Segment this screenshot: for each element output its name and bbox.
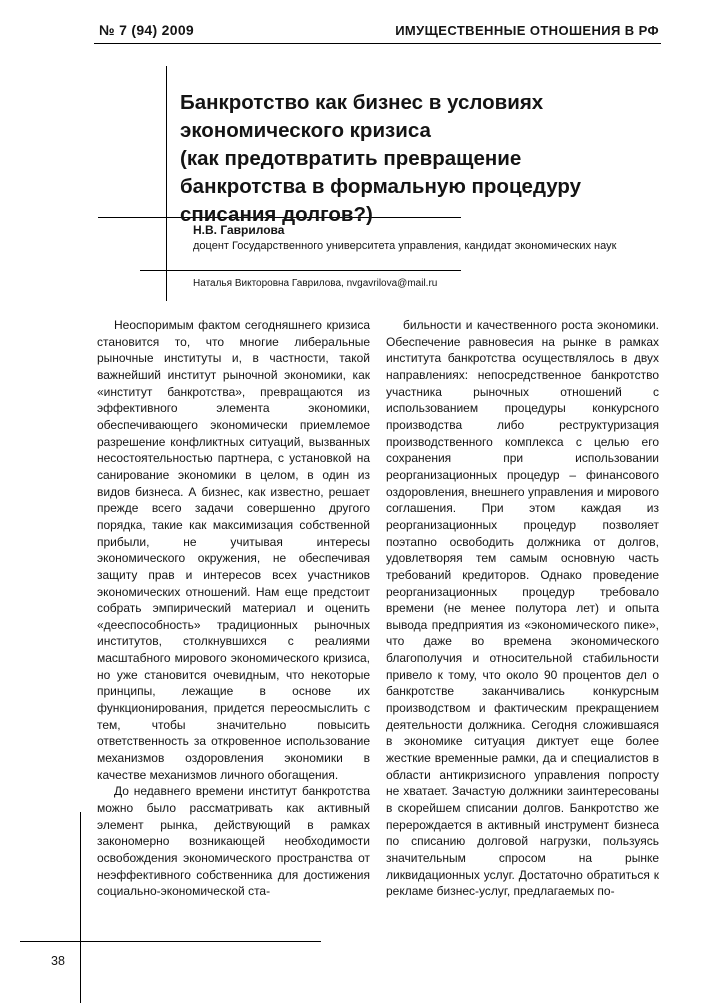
- body-column-left: [97, 317, 370, 900]
- journal-title: ИМУЩЕСТВЕННЫЕ ОТНОШЕНИЯ В РФ: [395, 23, 659, 38]
- title-line: списания долгов?): [180, 203, 373, 226]
- paragraph: Неоспоримым фактом сегодняшнего кризиса становится то, что многие либеральные рыночные институты и, в частности, такой важнейший институт рыночной экономики, как «институт банкротства», превращаются из эффективного элемента экономики, обеспечивающего экономически приемлемое разрешение конфликтных ситуаций, вызванных несостоятельностью партнера, с установкой на санирование экономики в целом, в один из видов бизнеса. А бизнес, как известно, решает прежде всего задачи совершенно другого порядка, такие как максимизация собственной прибыли, не учитывая интересы экономического окружения, не обеспечивая защиту прав и интересов всех участников экономических отношений. Нам еще предстоит собрать эмпирический материал и оценить «дееспособность» традиционных рыночных институтов, столкнувшихся с реалиями масштабного мирового экономического кризиса, но уже становится очевидным, что некоторые принципы, лежащие в основе их функционирования, придется переосмыслить с тем, чтобы значительно повысить ответственность за откровенное использование механизмов оздоровления экономики в качестве механизмов личного обогащения.: [97, 318, 370, 782]
- title-line: экономического кризиса: [180, 119, 431, 142]
- author-name: Н.В. Гаврилова: [193, 223, 285, 237]
- title-line: (как предотвратить превращение: [180, 147, 522, 170]
- paragraph: бильности и качественного роста экономики. Обеспечение равновесия на рынке в рамках института банкротства осуществлялось в двух направлениях: непосредственное банкротство участника рыночных отношений с использованием процедуры конкурсного производства либо реструктуризация производственного комплекса с целью его сохранения при использовании реорганизационных процедур – финансового оздоровления, внешнего управления и мирового соглашения. При этом каждая из реорганизационных процедур позволяет поэтапно освободить должника от долгов, удовлетворяя тем самым основную часть требований кредиторов. Однако проведение реорганизационных процедур требовало времени (не менее полутора лет) и опыта вывода предприятия из «экономического пике», что даже во времена экономического благополучия и относительной стабильности привело к тому, что около 90 процентов дел о банкротстве заканчивались конкурсным производством и фактическим прекращением деятельности должника. Сегодня сложившаяся в экономике ситуация диктует еще более жесткие временные рамки, да и специалистов в области антикризисного управления попросту не хватает. Зачастую должники заинтересованы в скорейшем списании долгов. Банкротство же перерождается в активный инструмент бизнеса по списанию долговой нагрузки, пользуясь значительным спросом на рынке ликвидационных услуг. Достаточно обратиться к рекламе бизнес-услуг, предлагаемых по-: [386, 318, 659, 899]
- footer-vertical-rule: [80, 812, 81, 1003]
- paragraph: До недавнего времени институт банкротства можно было рассматривать как активный элемент рынка, действующий в рамках закономерно возникающей необходимости освобождения экономического пространства от неэффективного собственника для достижения социально-экономической ста-: [97, 784, 370, 899]
- page-number: 38: [51, 954, 65, 968]
- title-vertical-rule: [166, 66, 167, 301]
- body-column-right: [386, 317, 659, 900]
- title-line: Банкротство как бизнес в условиях: [180, 91, 544, 114]
- issue-number: № 7 (94) 2009: [99, 22, 195, 38]
- footer-rule: [20, 941, 321, 942]
- article-title: [180, 89, 650, 229]
- author-contact: Наталья Викторовна Гаврилова, nvgavrilova@mail.ru: [193, 278, 438, 289]
- header-rule: [94, 43, 661, 44]
- author-rule: [140, 270, 461, 271]
- author-position: доцент Государственного университета управления, кандидат экономических наук: [193, 240, 617, 252]
- title-line: банкротства в формальную процедуру: [180, 175, 582, 198]
